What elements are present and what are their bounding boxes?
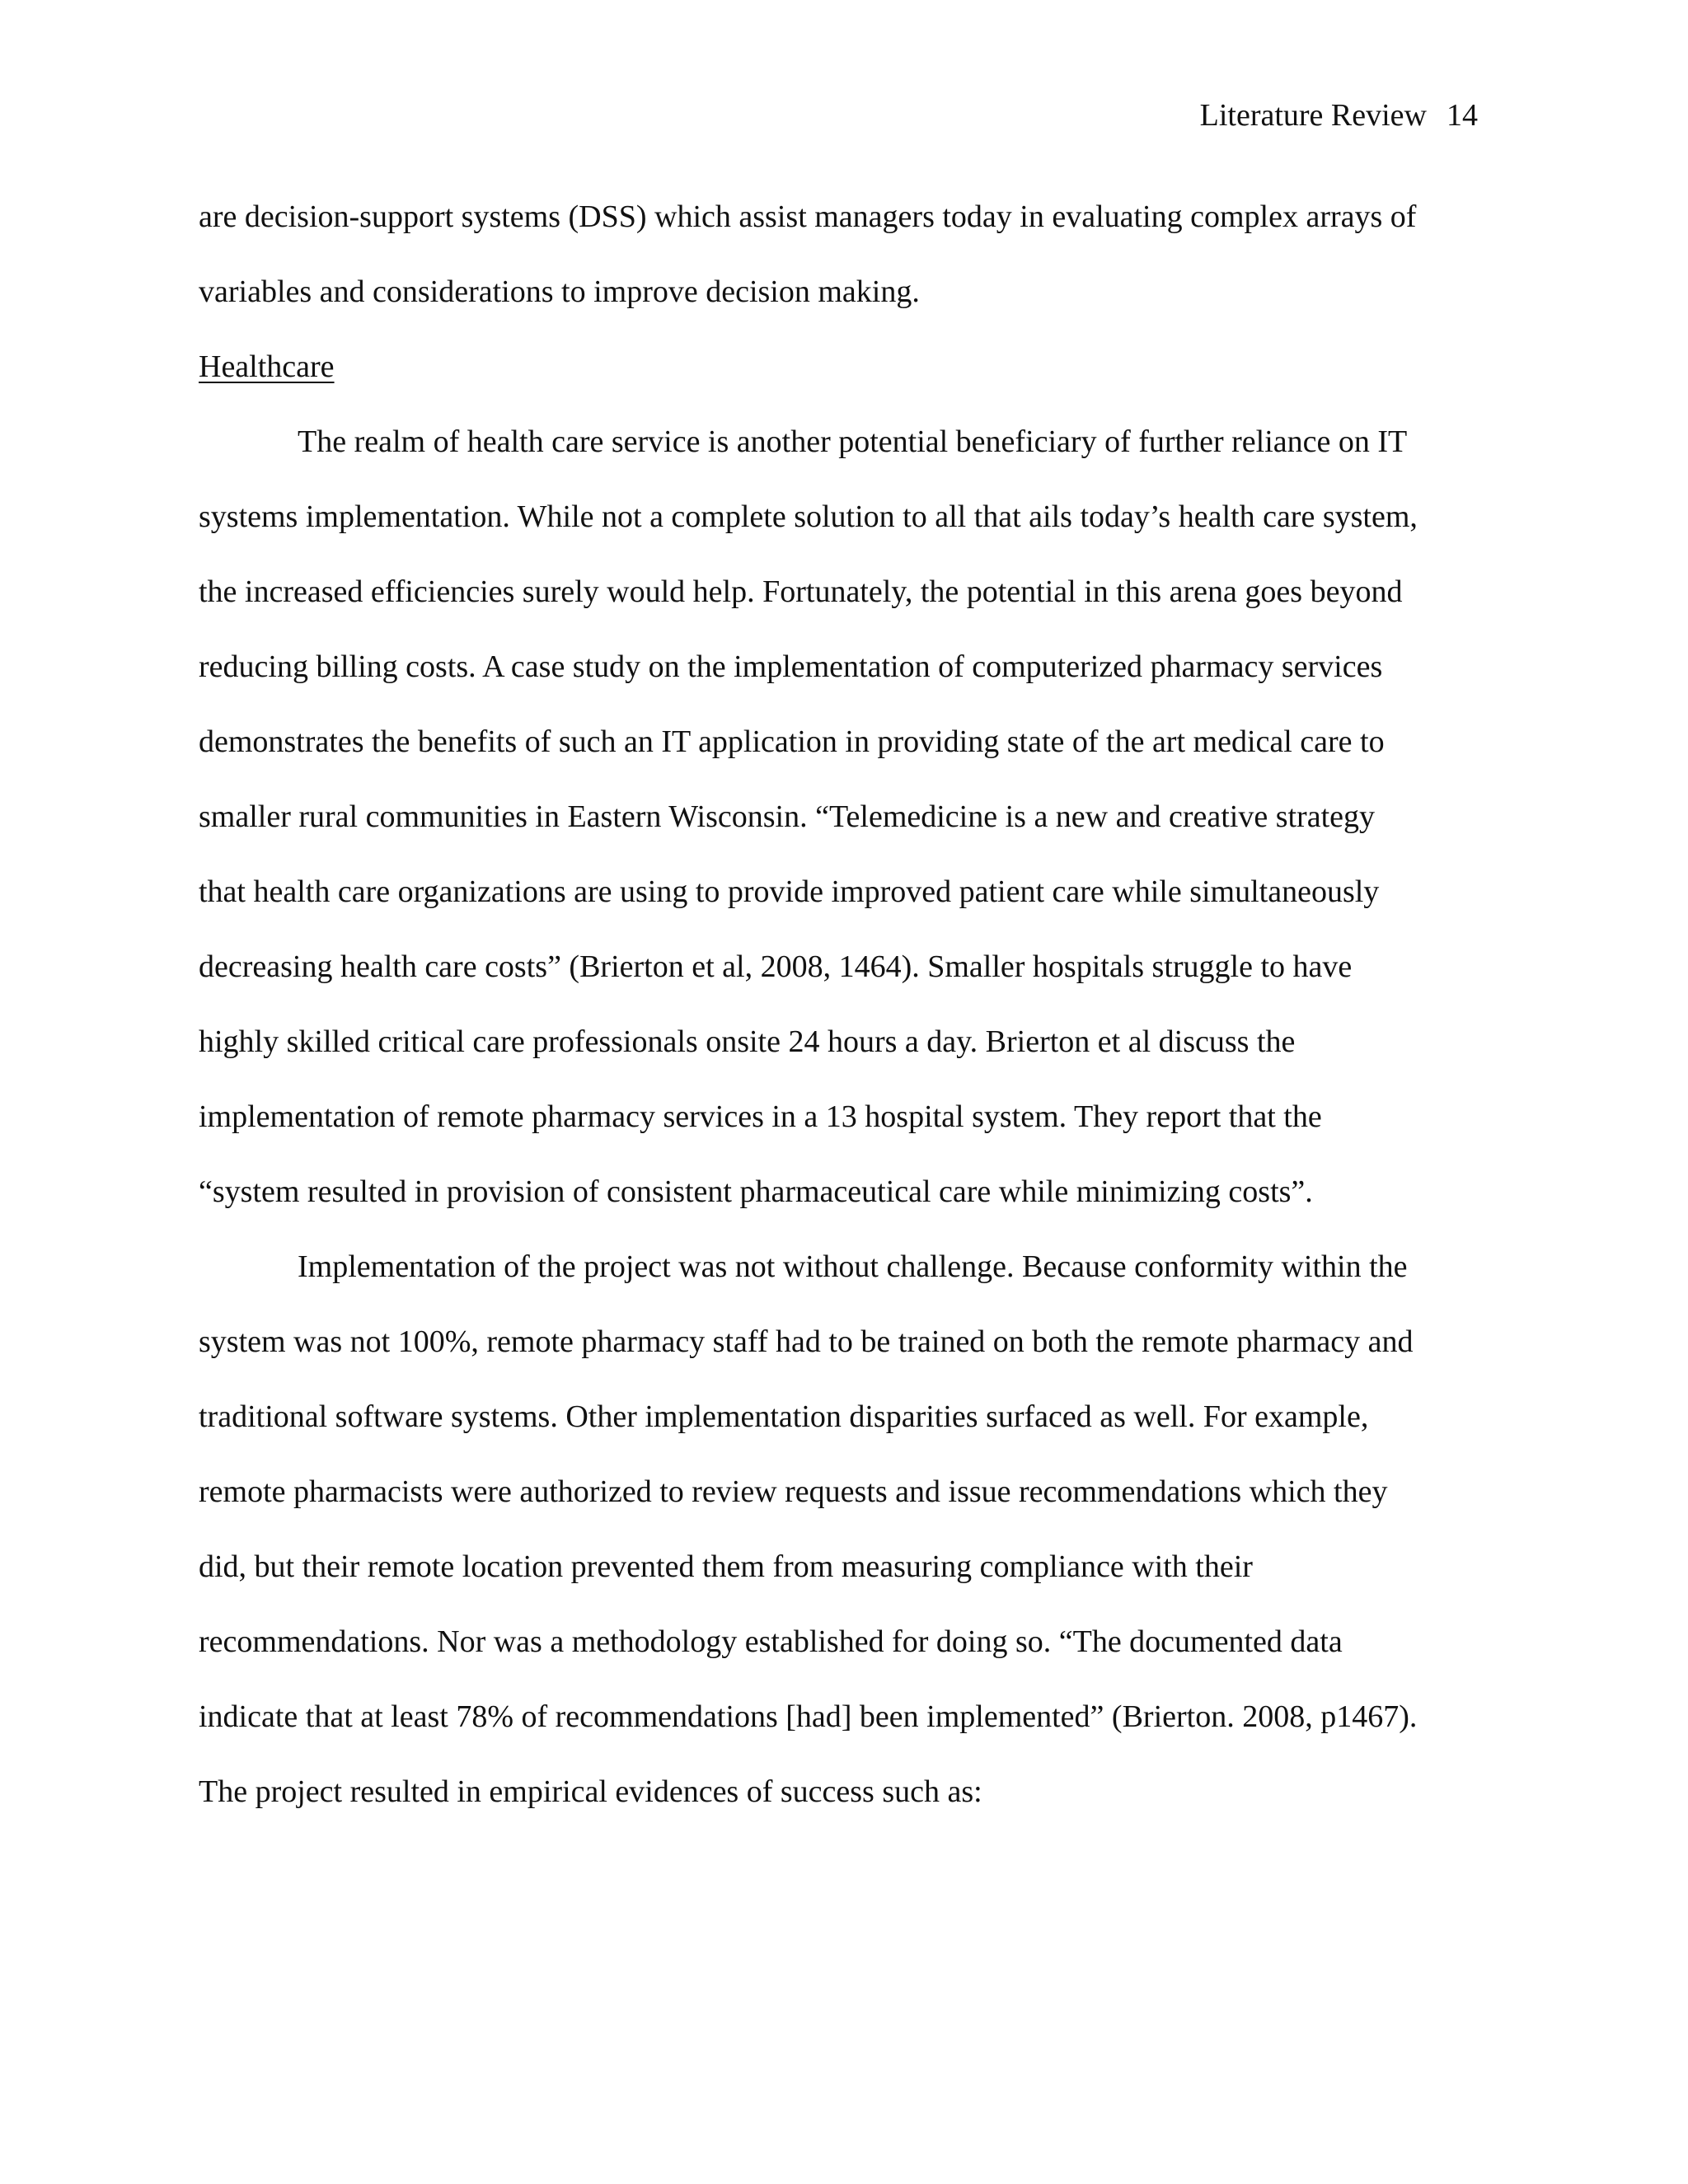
body-line: system was not 100%, remote pharmacy staff had to be trained on both the remote pharmacy and <box>199 1324 1414 1359</box>
body-line: the increased efficiencies surely would help. Fortunately, the potential in this arena goes beyond <box>199 574 1403 609</box>
body-line: traditional software systems. Other implementation disparities surfaced as well. For example, <box>199 1399 1369 1434</box>
running-head-title: Literature Review <box>1199 98 1427 133</box>
page-number: 14 <box>1447 98 1478 133</box>
paragraph-first-line: The realm of health care service is another potential beneficiary of further reliance on IT <box>298 424 1408 459</box>
body-line: variables and considerations to improve decision making. <box>199 274 920 309</box>
running-head <box>1200 95 1478 136</box>
body-line: smaller rural communities in Eastern Wisconsin. “Telemedicine is a new and creative strategy <box>199 799 1376 834</box>
section-heading-healthcare: Healthcare <box>199 349 335 384</box>
body-line: did, but their remote location prevented them from measuring compliance with their <box>199 1549 1253 1584</box>
body-line: remote pharmacists were authorized to review requests and issue recommendations which they <box>199 1474 1388 1509</box>
body-line: demonstrates the benefits of such an IT application in providing state of the art medical care to <box>199 724 1385 759</box>
body-line: that health care organizations are using to provide improved patient care while simultaneously <box>199 874 1380 909</box>
body-line: implementation of remote pharmacy services in a 13 hospital system. They report that the <box>199 1099 1322 1134</box>
body-line: highly skilled critical care professionals onsite 24 hours a day. Brierton et al discuss the <box>199 1024 1296 1059</box>
body-line: decreasing health care costs” (Brierton et al, 2008, 1464). Smaller hospitals struggle to have <box>199 949 1353 984</box>
body-line: recommendations. Nor was a methodology established for doing so. “The documented data <box>199 1624 1343 1659</box>
body-line: indicate that at least 78% of recommendations [had] been implemented” (Brierton. 2008, p1467). <box>199 1699 1418 1734</box>
body-line: are decision-support systems (DSS) which assist managers today in evaluating complex arrays of <box>199 199 1417 234</box>
body-line: systems implementation. While not a complete solution to all that ails today’s health care system, <box>199 499 1418 534</box>
paragraph-first-line: Implementation of the project was not without challenge. Because conformity within the <box>298 1249 1408 1284</box>
body-line: The project resulted in empirical evidences of success such as: <box>199 1774 982 1809</box>
body-line: reducing billing costs. A case study on the implementation of computerized pharmacy services <box>199 649 1383 684</box>
body-line: “system resulted in provision of consistent pharmaceutical care while minimizing costs”. <box>199 1174 1313 1209</box>
